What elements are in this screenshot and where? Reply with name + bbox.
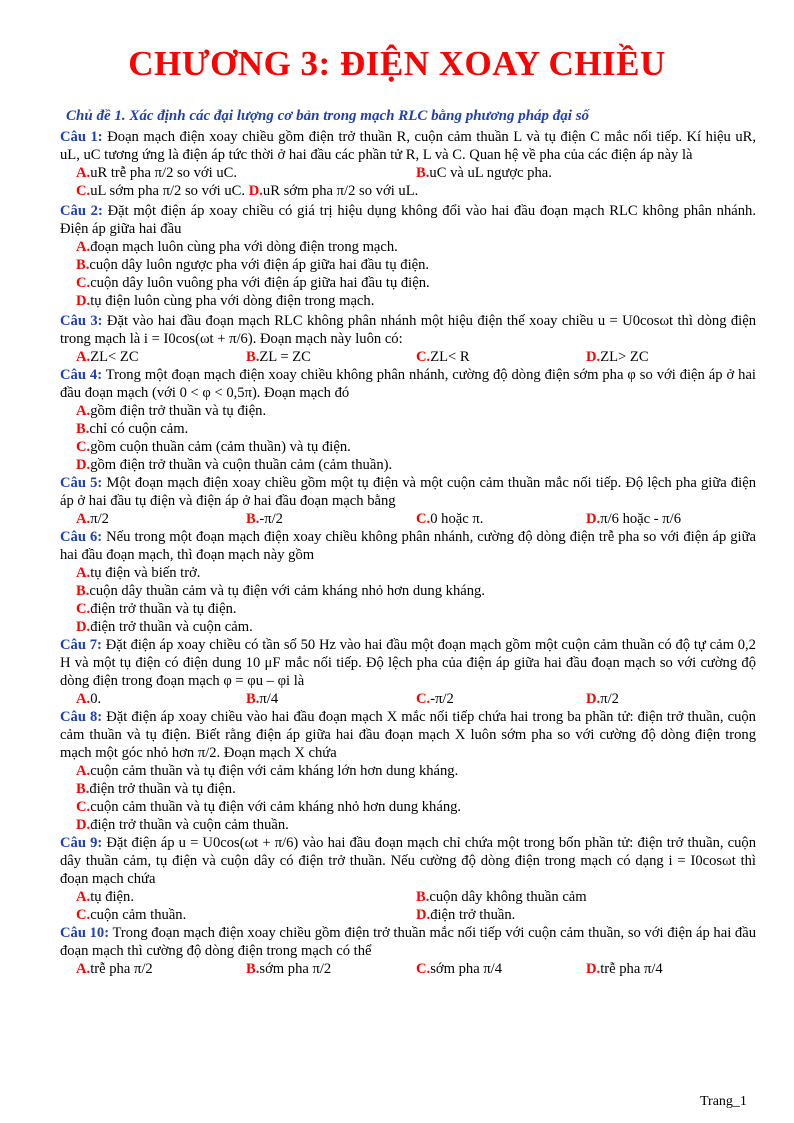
option-b: B.ZL = ZC [246,349,311,365]
page-number: Trang_1 [700,1094,747,1109]
question-text: Đặt một điện áp xoay chiều có giá trị hiệu dụng không đổi vào hai đầu đoạn mạch RLC không phân nhánh. Điện áp giữa hai đầu [60,203,756,237]
option-text: uR sớm pha π/2 so với uL. [262,183,419,199]
option-d: D.điện trở thuần và cuộn cảm. [76,619,253,635]
topic-subtitle: Chủ đề 1. Xác định các đại lượng cơ bản trong mạch RLC bằng phương pháp đại số [66,108,590,124]
option-text: cuộn dây luôn ngược pha với điện áp giữa hai đầu tụ điện. [89,257,430,273]
option-a: A.đoạn mạch luôn cùng pha với dòng điện trong mạch. [76,239,398,255]
option-text: cuộn cảm thuần và tụ điện với cảm kháng lớn hơn dung kháng. [90,763,459,779]
question-text: Trong đoạn mạch điện xoay chiều gồm điện trở thuần mắc nối tiếp với cuộn cảm thuần, so với điện áp hai đầu đoạn mạch thì cường độ dòng điện trong mạch có thể [60,925,756,959]
chapter-title: CHƯƠNG 3: ĐIỆN XOAY CHIỀU [128,44,666,83]
question-label: Câu 1: [60,129,103,145]
option-b: B.π/4 [246,691,279,707]
option-c: C.gồm cuộn thuần cảm (cảm thuần) và tụ điện. [76,439,351,455]
option-text: π/6 hoặc - π/6 [600,511,681,527]
option-c: C.cuộn dây luôn vuông pha với điện áp giữa hai đầu tụ điện. [76,275,430,291]
option-d: D.ZL> ZC [586,349,649,365]
option-c: C.cuộn cảm thuần và tụ điện với cảm kháng nhỏ hơn dung kháng. [76,799,462,815]
option-text: ZL = ZC [259,349,311,365]
option-b: B.điện trở thuần và tụ điện. [76,781,236,797]
option-a: A.0. [76,691,102,707]
option-c: C.0 hoặc π. [416,511,484,527]
option-d: D.điện trở thuần và cuộn cảm thuần. [76,817,289,833]
option-a: A.uR trễ pha π/2 so với uC. [76,165,238,181]
options-row [60,960,756,978]
option-text: -π/2 [430,691,454,707]
option-text: uL sớm pha π/2 so với uC. [90,183,246,199]
options-row [60,348,756,366]
option-text: ZL< ZC [90,349,139,365]
option-text: 0 hoặc π. [430,511,484,527]
option-text: trễ pha π/2 [90,961,153,977]
option-text: sớm pha π/4 [430,961,503,977]
question-text: Đặt điện áp xoay chiều có tần số 50 Hz vào hai đầu một đoạn mạch gồm một cuộn cảm thuần có độ tự cảm 0,2 H và một tụ điện có điện dung 10 μF mắc nối tiếp. Độ lệch pha của điện áp giữa hai đầu đoạn mạch so với cường độ dòng điện trong đoạn mạch φ = φu – φi là [60,637,756,689]
option-text: điện trở thuần và cuộn cảm. [90,619,253,635]
option-text: π/2 [600,691,619,707]
question-text: Nếu trong một đoạn mạch điện xoay chiều không phân nhánh, cường độ dòng điện trễ pha so với điện áp giữa hai đầu đoạn mạch, thì đoạn mạch này gồm [60,529,756,563]
option-text: điện trở thuần và tụ điện. [90,601,237,617]
option-b: B.chỉ có cuộn cảm. [76,421,189,437]
question-label: Câu 4: [60,367,103,383]
option-a: A.tụ điện và biến trở. [76,565,201,581]
option-text: gồm điện trở thuần và tụ điện. [90,403,267,419]
question-10 [60,924,756,960]
option-text: -π/2 [259,511,283,527]
question-5 [60,474,756,510]
option-c: C.ZL< R [416,349,470,365]
option-d: D.π/2 [586,691,619,707]
option-c: C.sớm pha π/4 [416,961,503,977]
option-text: π/2 [90,511,109,527]
option-b: B.-π/2 [246,511,283,527]
option-text: điện trở thuần. [430,907,516,923]
option-text: trễ pha π/4 [600,961,663,977]
option-a: A.tụ điện. [76,889,134,905]
option-a: A.gồm điện trở thuần và tụ điện. [76,403,267,419]
option-d: D.uR sớm pha π/2 so với uL. [248,183,419,199]
option-text: chỉ có cuộn cảm. [89,421,189,437]
option-text: ZL< R [430,349,470,365]
option-text: cuộn dây không thuần cảm [429,889,587,905]
option-text: tụ điện. [90,889,134,905]
question-label: Câu 5: [60,475,103,491]
option-a: A.ZL< ZC [76,349,139,365]
option-a: A.trễ pha π/2 [76,961,153,977]
option-text: cuộn cảm thuần và tụ điện với cảm kháng nhỏ hơn dung kháng. [90,799,462,815]
options-row [60,164,756,182]
option-d: D.π/6 hoặc - π/6 [586,511,681,527]
question-label: Câu 8: [60,709,103,725]
question-7 [60,636,756,690]
option-text: uR trễ pha π/2 so với uC. [90,165,238,181]
option-text: tụ điện luôn cùng pha với dòng điện trong mạch. [90,293,375,309]
question-1 [60,128,756,164]
options-row [60,906,756,924]
option-d: D.gồm điện trở thuần và cuộn thuần cảm (cảm thuần). [76,457,393,473]
option-c: C.uL sớm pha π/2 so với uC. [76,183,246,199]
option-text: sớm pha π/2 [259,961,332,977]
option-text: gồm điện trở thuần và cuộn thuần cảm (cảm thuần). [90,457,393,473]
option-a: A.π/2 [76,511,109,527]
option-b: B.cuộn dây thuần cảm và tụ điện với cảm kháng nhỏ hơn dung kháng. [76,583,485,599]
option-d: D.trễ pha π/4 [586,961,663,977]
question-text: Trong một đoạn mạch điện xoay chiều không phân nhánh, cường độ dòng điện sớm pha φ so với điện áp ở hai đầu đoạn mạch (với 0 < φ < 0,5π). Đoạn mạch đó [60,367,756,401]
option-b: B.cuộn dây luôn ngược pha với điện áp giữa hai đầu tụ điện. [76,257,430,273]
option-d: D.điện trở thuần. [416,907,516,923]
question-text: Đoạn mạch điện xoay chiều gồm điện trở thuần R, cuộn cảm thuần L và tụ điện C mắc nối tiếp. Kí hiệu uR, uL, uC tương ứng là điện áp tức thời ở hai đầu các phần tử R, L và C. Quan hệ về pha của các điện áp này là [60,129,757,163]
question-8 [60,708,756,762]
option-b: B.cuộn dây không thuần cảm [416,889,587,905]
option-b: B.sớm pha π/2 [246,961,332,977]
question-list [60,128,756,978]
question-6 [60,528,756,564]
option-text: ZL> ZC [600,349,649,365]
question-text: Đặt vào hai đầu đoạn mạch RLC không phân nhánh một hiệu điện thế xoay chiều u = U0cosωt thì dòng điện trong mạch là i = I0cos(ωt + π/6). Đoạn mạch này luôn có: [60,313,757,347]
options-row [60,888,756,906]
option-c: C.cuộn cảm thuần. [76,907,187,923]
question-2 [60,202,756,238]
option-text: cuộn cảm thuần. [90,907,187,923]
option-text: 0. [90,691,102,707]
question-label: Câu 7: [60,637,102,653]
question-label: Câu 6: [60,529,103,545]
option-text: tụ điện và biến trở. [90,565,201,581]
option-d: D.tụ điện luôn cùng pha với dòng điện trong mạch. [76,293,375,309]
option-text: π/4 [259,691,279,707]
option-c: C.-π/2 [416,691,454,707]
option-text: điện trở thuần và tụ điện. [89,781,236,797]
option-text: cuộn dây luôn vuông pha với điện áp giữa hai đầu tụ điện. [90,275,430,291]
question-text: Một đoạn mạch điện xoay chiều gồm một tụ điện và một cuộn cảm thuần mắc nối tiếp. Độ lệch pha giữa điện áp ở hai đầu tụ điện và điện áp ở hai đầu đoạn mạch bằng [60,475,756,509]
question-4 [60,366,756,402]
question-label: Câu 10: [60,925,110,941]
option-text: cuộn dây thuần cảm và tụ điện với cảm kháng nhỏ hơn dung kháng. [89,583,485,599]
options-row [60,510,756,528]
question-3 [60,312,756,348]
question-label: Câu 3: [60,313,103,329]
question-text: Đặt điện áp xoay chiều vào hai đầu đoạn mạch X mắc nối tiếp chứa hai trong ba phần tử: điện trở thuần, cuộn cảm thuần và tụ điện. Biết rằng điện áp giữa hai đầu đoạn mạch X luôn sớm pha so với cường độ dòng điện trong mạch một góc nhỏ hơn π/2. Đoạn mạch X chứa [60,709,756,761]
question-9 [60,834,756,888]
option-c: C.điện trở thuần và tụ điện. [76,601,237,617]
question-label: Câu 9: [60,835,103,851]
options-row [60,690,756,708]
options-row [60,182,756,200]
option-text: điện trở thuần và cuộn cảm thuần. [90,817,289,833]
option-text: đoạn mạch luôn cùng pha với dòng điện trong mạch. [90,239,398,255]
option-text: gồm cuộn thuần cảm (cảm thuần) và tụ điện. [90,439,351,455]
question-text: Đặt điện áp u = U0cos(ωt + π/6) vào hai đầu đoạn mạch chỉ chứa một trong bốn phần tử: điện trở thuần, cuộn dây thuần cảm, tụ điện và cuộn dây có điện trở thuần. Nếu cường độ dòng điện trong mạch có dạng i = I0cosωt thì đoạn mạch chứa [60,835,757,887]
option-b: B.uC và uL ngược pha. [416,165,552,181]
option-text: uC và uL ngược pha. [429,165,552,181]
option-a: A.cuộn cảm thuần và tụ điện với cảm kháng lớn hơn dung kháng. [76,763,459,779]
question-label: Câu 2: [60,203,103,219]
